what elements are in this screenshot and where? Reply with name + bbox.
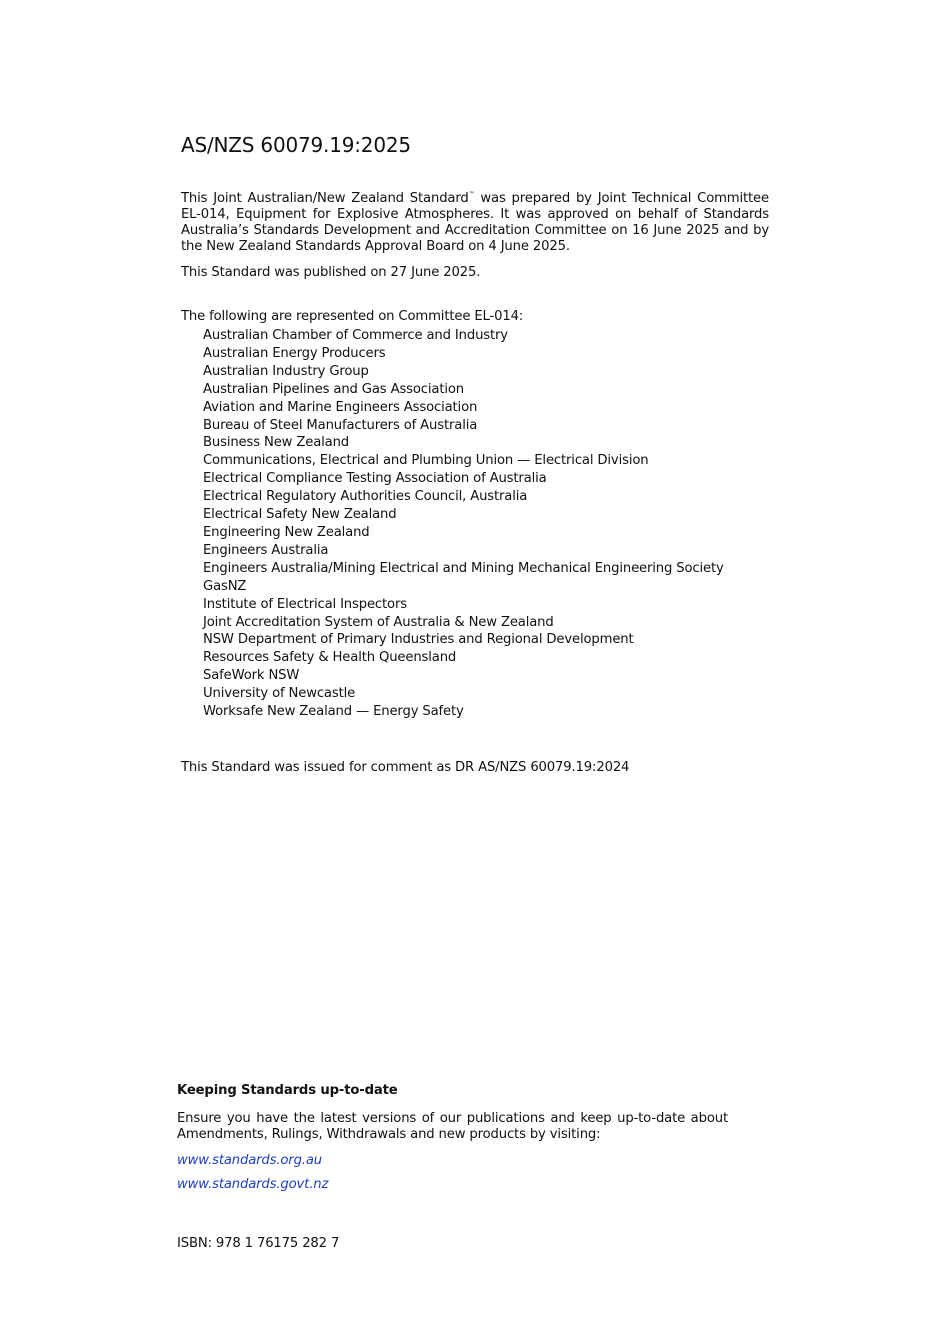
list-item: Australian Energy Producers (203, 345, 386, 361)
committee-intro: The following are represented on Committee EL-014: (181, 309, 524, 324)
list-item: University of Newcastle (203, 686, 356, 702)
isbn: ISBN: 978 1 76175 282 7 (177, 1236, 340, 1251)
list-item: Engineers Australia (203, 542, 329, 558)
list-item: Australian Chamber of Commerce and Industry (203, 328, 508, 343)
list-item: Electrical Safety New Zealand (203, 507, 397, 523)
committee-member-list (203, 327, 724, 721)
list-item: Communications, Electrical and Plumbing Union — Electrical Division (203, 453, 649, 469)
standards-nz-link[interactable]: www.standards.govt.nz (177, 1177, 329, 1192)
list-item: Electrical Regulatory Authorities Council, Australia (203, 489, 528, 505)
list-item: Resources Safety & Health Queensland (203, 650, 457, 666)
list-item: Engineering New Zealand (203, 524, 370, 540)
list-item: Aviation and Marine Engineers Association (203, 399, 478, 415)
list-item: Institute of Electrical Inspectors (203, 596, 407, 612)
list-item: Engineers Australia/Mining Electrical and Mining Mechanical Engineering Society (203, 560, 724, 576)
published-date: This Standard was published on 27 June 2025. (181, 265, 481, 280)
list-item: GasNZ (203, 578, 247, 594)
standards-au-link[interactable]: www.standards.org.au (177, 1153, 322, 1168)
issued-for-comment: This Standard was issued for comment as DR AS/NZS 60079.19:2024 (181, 760, 630, 775)
intro-text-end: was prepared by Joint Technical Committee EL-014, Equipment for Explosive Atmospheres. It was approved on behalf of Standards Australia’s Standards Development and Accreditation Committee on 16 June 2025 and by the New Zealand Standards Approval Board on 4 June 2025. (181, 191, 769, 254)
keeping-standards-text: Ensure you have the latest versions of our publications and keep up-to-date about Amendments, Rulings, Withdrawals and new products by visiting: (177, 1111, 728, 1142)
list-item: Australian Pipelines and Gas Association (203, 381, 465, 397)
list-item: Australian Industry Group (203, 363, 369, 379)
trademark-symbol: ™ (468, 191, 475, 198)
keeping-standards-heading: Keeping Standards up-to-date (177, 1083, 398, 1098)
list-item: Worksafe New Zealand — Energy Safety (203, 704, 464, 720)
list-item: Bureau of Steel Manufacturers of Australia (203, 417, 478, 433)
list-item: Joint Accreditation System of Australia & New Zealand (203, 614, 554, 630)
list-item: Business New Zealand (203, 435, 350, 451)
intro-text-start: This Joint Australian/New Zealand Standard (181, 191, 469, 206)
document-title: AS/NZS 60079.19:2025 (181, 133, 411, 157)
list-item: SafeWork NSW (203, 668, 300, 684)
list-item: NSW Department of Primary Industries and Regional Development (203, 632, 634, 648)
list-item: Electrical Compliance Testing Association of Australia (203, 471, 547, 487)
intro-paragraph (181, 187, 769, 255)
